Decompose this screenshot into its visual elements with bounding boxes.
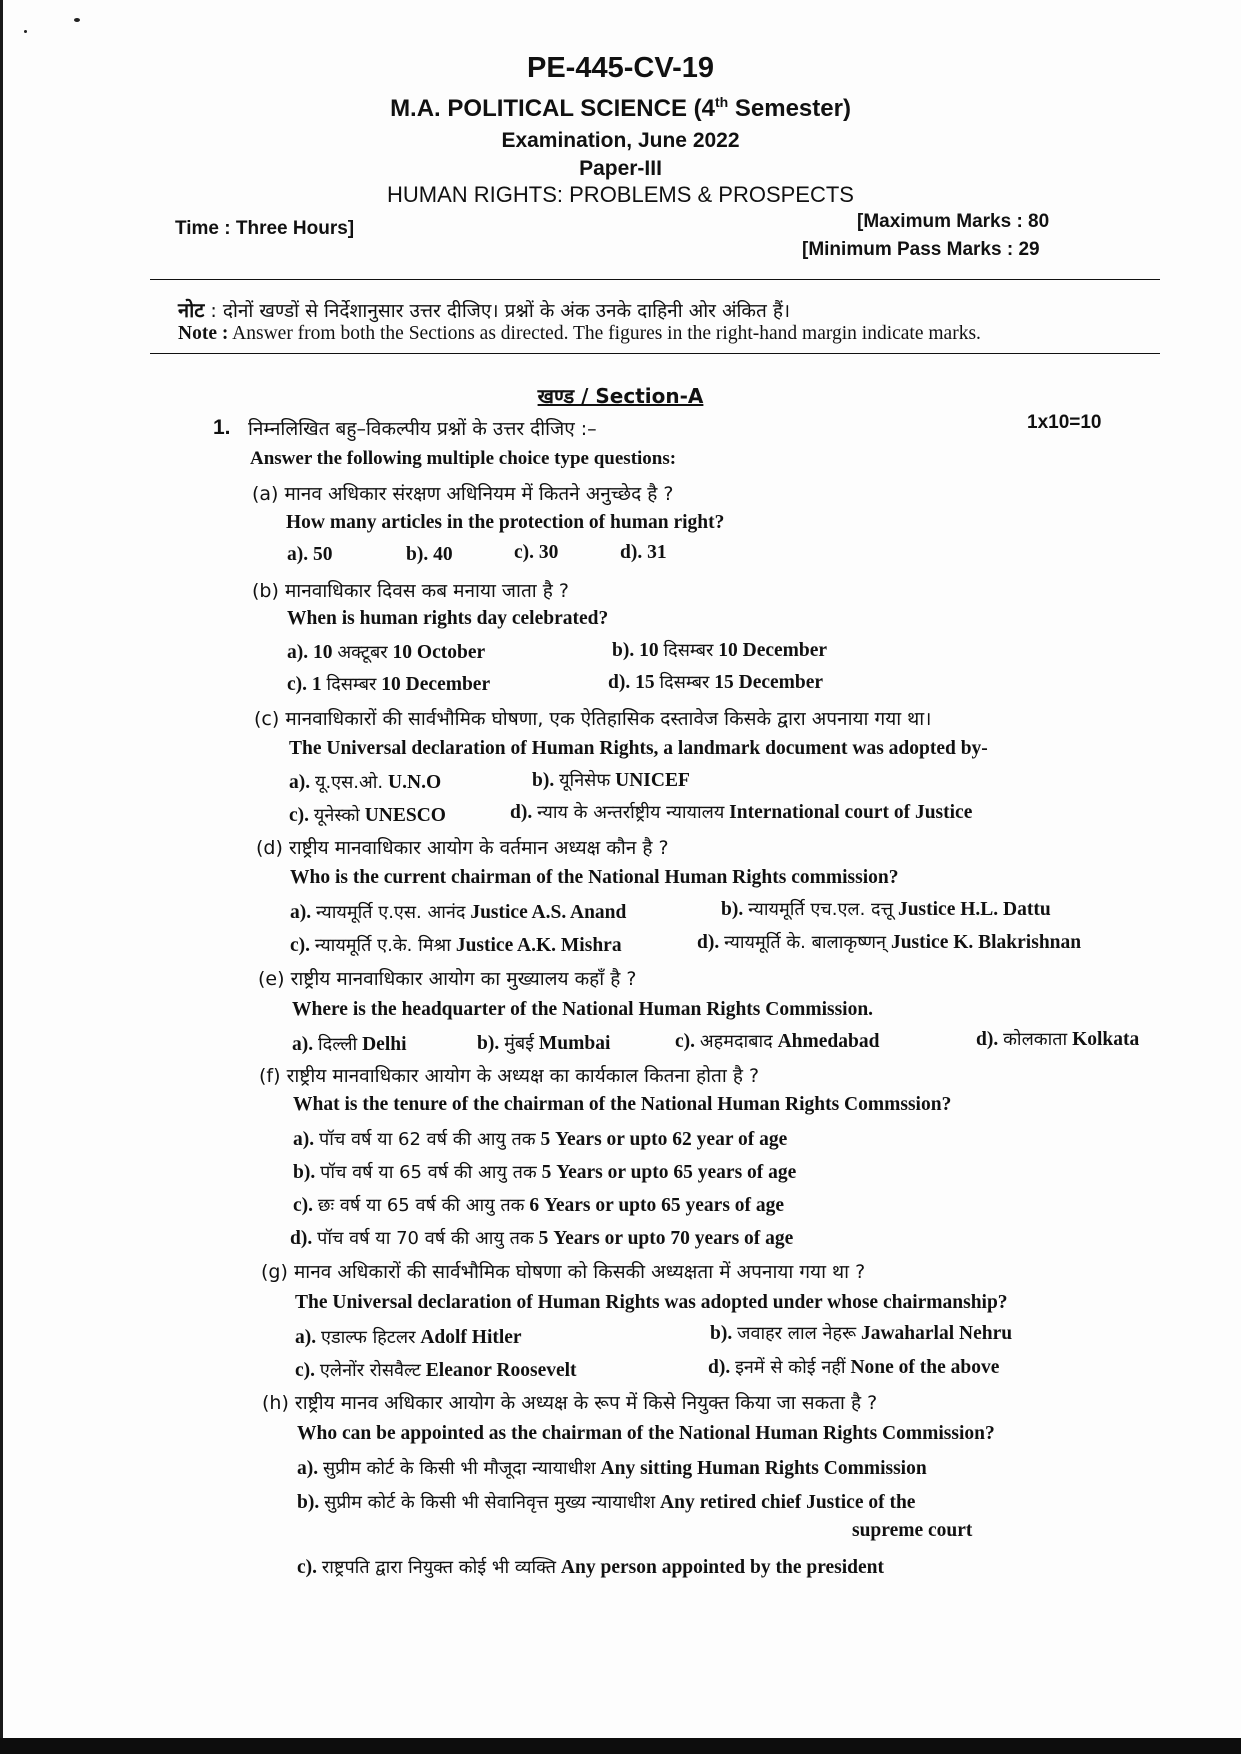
question-number: 1.	[213, 416, 231, 439]
item-g-option-a: a). एडाल्फ हिटलर Adolf Hitler	[295, 1327, 522, 1348]
scan-speck	[74, 18, 80, 22]
item-d-option-d: d). न्यायमूर्ति के. बालाकृष्णन् Justice K. Blakrishnan	[697, 932, 1082, 953]
item-e-option-c: c). अहमदाबाद Ahmedabad	[675, 1031, 880, 1052]
item-b-english: When is human rights day celebrated?	[287, 608, 609, 629]
item-h-option-a: a). सुप्रीम कोर्ट के किसी भी मौजूदा न्यायाधीश Any sitting Human Rights Commission	[297, 1458, 927, 1479]
item-a-option-d: d). 31	[620, 542, 667, 563]
item-g-option-c: c). एलेनोंर रोसवैल्ट Eleanor Roosevelt	[295, 1360, 577, 1381]
question-marks: 1x10=10	[1027, 412, 1102, 433]
item-b-option-c: c). 1 दिसम्बर 10 December	[287, 674, 491, 695]
item-d-english: Who is the current chairman of the National Human Rights commission?	[290, 867, 899, 888]
note-english: Note : Answer from both the Sections as directed. The figures in the right-hand margin indicate marks.	[178, 323, 981, 344]
item-h-option-c: c). राष्ट्रपति द्वारा नियुक्त कोई भी व्यक्ति Any person appointed by the president	[297, 1557, 884, 1578]
item-c-option-c: c). यूनेस्को UNESCO	[289, 805, 446, 826]
item-d-option-a: a). न्यायमूर्ति ए.एस. आनंद Justice A.S. Anand	[290, 902, 627, 923]
item-g-option-b: b). जवाहर लाल नेहरू Jawaharlal Nehru	[710, 1323, 1013, 1344]
course-title: M.A. POLITICAL SCIENCE (4th Semester)	[390, 94, 851, 122]
scan-edge-left	[0, 0, 3, 1754]
scan-edge-bottom	[0, 1738, 1241, 1754]
item-a-hindi: (a) मानव अधिकार संरक्षण अधिनियम में कितने अनुच्छेद है ?	[252, 483, 674, 505]
item-a-option-c: c). 30	[514, 542, 559, 563]
time-allowed: Time : Three Hours]	[175, 218, 355, 239]
item-d-option-b: b). न्यायमूर्ति एच.एल. दत्तू Justice H.L. Dattu	[721, 899, 1051, 920]
scan-speck	[24, 30, 27, 33]
item-c-option-a: a). यू.एस.ओ. U.N.O	[289, 772, 442, 793]
item-f-option-b: b). पॉच वर्ष या 65 वर्ष की आयु तक 5 Years or upto 65 years of age	[293, 1162, 797, 1183]
item-c-hindi: (c) मानवाधिकारों की सार्वभौमिक घोषणा, एक ऐतिहासिक दस्तावेज किसके द्वारा अपनाया गया था।	[254, 708, 932, 730]
item-h-option-b-continued: supreme court	[852, 1520, 973, 1541]
item-e-option-d: d). कोलकाता Kolkata	[976, 1029, 1140, 1050]
item-c-option-b: b). यूनिसेफ UNICEF	[532, 770, 690, 791]
exam-session: Examination, June 2022	[501, 129, 740, 152]
minimum-marks: [Minimum Pass Marks : 29	[802, 239, 1040, 260]
note-hindi: नोट : दोनों खण्डों से निर्देशानुसार उत्तर दीजिए। प्रश्नों के अंक उनके दाहिनी ओर अंकित हैं।	[178, 298, 791, 322]
item-e-english: Where is the headquarter of the National Human Rights Commission.	[292, 999, 874, 1020]
item-c-option-d: d). न्याय के अन्तर्राष्ट्रीय न्यायालय International court of Justice	[510, 802, 973, 823]
item-b-option-b: b). 10 दिसम्बर 10 December	[612, 640, 828, 661]
item-a-option-a: a). 50	[287, 544, 333, 565]
item-h-option-b: b). सुप्रीम कोर्ट के किसी भी सेवानिवृत्त मुख्य न्यायाधीश Any retired chief Justice of the	[297, 1492, 916, 1513]
paper-number: Paper-III	[579, 157, 662, 180]
item-g-option-d: d). इनमें से कोई नहीं None of the above	[708, 1357, 1000, 1378]
item-f-option-c: c). छः वर्ष या 65 वर्ष की आयु तक 6 Years or upto 65 years of age	[293, 1195, 785, 1216]
item-f-option-d: d). पॉच वर्ष या 70 वर्ष की आयु तक 5 Years or upto 70 years of age	[290, 1228, 794, 1249]
item-e-option-a: a). दिल्ली Delhi	[292, 1034, 407, 1055]
question-hindi: निम्नलिखित बहु–विकल्पीय प्रश्नों के उत्तर दीजिए :–	[248, 418, 597, 440]
subject-title: HUMAN RIGHTS: PROBLEMS & PROSPECTS	[387, 182, 854, 207]
section-title: खण्ड / Section-A	[537, 384, 704, 408]
item-h-hindi: (h) राष्ट्रीय मानव अधिकार आयोग के अध्यक्ष के रूप में किसे नियुक्त किया जा सकता है ?	[262, 1392, 878, 1414]
item-e-hindi: (e) राष्ट्रीय मानवाधिकार आयोग का मुख्यालय कहाँ है ?	[258, 968, 637, 990]
item-f-option-a: a). पॉच वर्ष या 62 वर्ष की आयु तक 5 Years or upto 62 year of age	[293, 1129, 788, 1150]
item-b-option-a: a). 10 अक्टूबर 10 October	[287, 642, 486, 663]
item-g-english: The Universal declaration of Human Rights was adopted under whose chairmanship?	[295, 1292, 1008, 1313]
item-c-english: The Universal declaration of Human Rights, a landmark document was adopted by-	[289, 738, 988, 759]
divider-top	[150, 279, 1160, 280]
item-d-option-c: c). न्यायमूर्ति ए.के. मिश्रा Justice A.K. Mishra	[290, 935, 622, 956]
item-b-option-d: d). 15 दिसम्बर 15 December	[608, 672, 824, 693]
question-english: Answer the following multiple choice type questions:	[250, 448, 677, 469]
maximum-marks: [Maximum Marks : 80	[857, 211, 1050, 232]
item-d-hindi: (d) राष्ट्रीय मानवाधिकार आयोग के वर्तमान अध्यक्ष कौन है ?	[256, 837, 669, 859]
item-a-english: How many articles in the protection of human right?	[286, 512, 725, 533]
item-a-option-b: b). 40	[406, 544, 453, 565]
paper-code: PE-445-CV-19	[527, 52, 714, 84]
item-f-english: What is the tenure of the chairman of the National Human Rights Commssion?	[293, 1094, 952, 1115]
item-g-hindi: (g) मानव अधिकारों की सार्वभौमिक घोषणा को किसकी अध्यक्षता में अपनाया गया था ?	[261, 1261, 866, 1283]
item-h-english: Who can be appointed as the chairman of the National Human Rights Commission?	[297, 1423, 995, 1444]
item-f-hindi: (f) राष्ट्रीय मानवाधिकार आयोग के अध्यक्ष का कार्यकाल कितना होता है ?	[259, 1065, 760, 1087]
divider-bottom	[150, 353, 1160, 354]
item-b-hindi: (b) मानवाधिकार दिवस कब मनाया जाता है ?	[252, 580, 569, 602]
item-e-option-b: b). मुंबई Mumbai	[477, 1033, 611, 1054]
